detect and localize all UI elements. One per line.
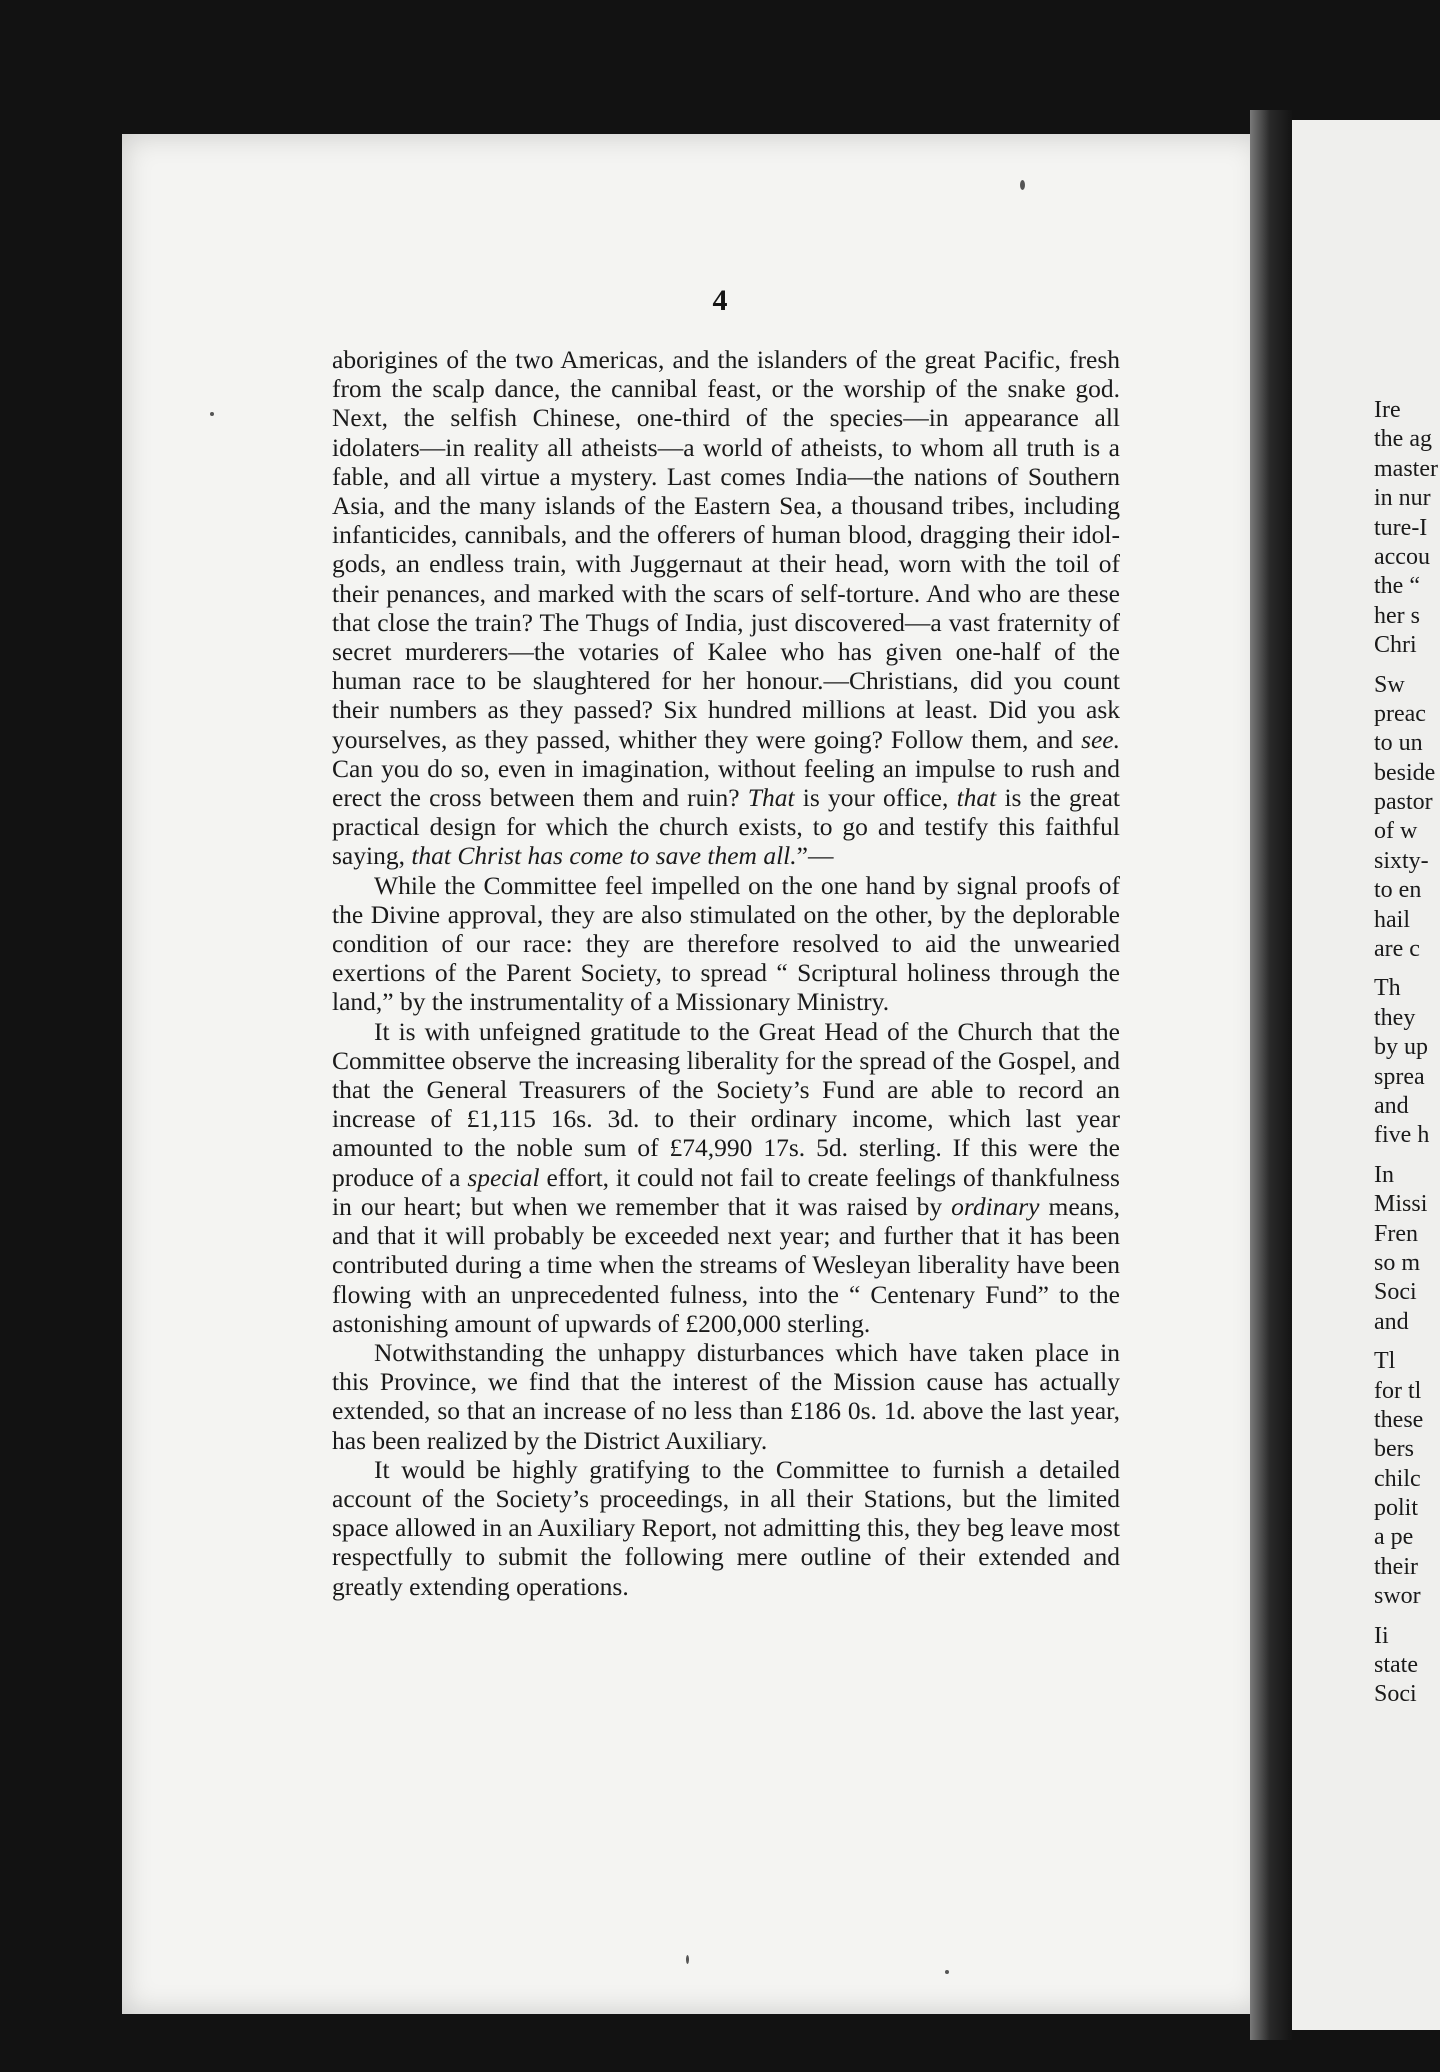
facing-line: their — [1374, 1553, 1418, 1580]
italic-text: see. — [1081, 724, 1120, 754]
facing-line: Soci — [1374, 1279, 1417, 1306]
facing-page-text — [1374, 396, 1440, 1710]
facing-line: and — [1374, 1308, 1409, 1335]
paragraph-p2 — [332, 871, 1120, 1017]
paragraph-p4 — [332, 1338, 1120, 1455]
body-text — [332, 345, 1120, 1601]
facing-line: state — [1374, 1652, 1418, 1679]
italic-text: That — [747, 783, 795, 813]
italic-text: special — [467, 1162, 540, 1192]
text-run: means, and that it will probably be exceeded next year; and further that it has been contributed during a time when the streams of Wesleyan liberality have been flowing with an unprecedented fulness, into the “ Centenary Fund” to the astonishing amount of upwards of £200,000 sterling. — [332, 1191, 1120, 1338]
italic-text: ordinary — [951, 1191, 1040, 1221]
paragraph-p5 — [332, 1455, 1120, 1601]
facing-line: Tl — [1374, 1348, 1396, 1375]
facing-line: are c — [1374, 936, 1420, 963]
facing-line: by up — [1374, 1034, 1428, 1061]
facing-line: Th — [1374, 975, 1401, 1002]
paragraph-gap — [1374, 1337, 1440, 1347]
text-run: Notwithstanding the unhappy disturbances which have taken place in this Province, we find that the interest of the Mission cause has actually extended, so that an increase of no less than £186 0s. 1d. above the last year, has been realized by the District Auxiliary. — [332, 1337, 1120, 1455]
facing-line: accou — [1374, 543, 1430, 570]
facing-line: the ag — [1374, 426, 1432, 453]
facing-line: polit — [1374, 1495, 1419, 1522]
scan-speck — [210, 412, 214, 416]
facing-line: chilc — [1374, 1465, 1421, 1492]
facing-line: Chri — [1374, 632, 1417, 659]
facing-line: for tl — [1374, 1377, 1422, 1404]
facing-line: swor — [1374, 1583, 1421, 1610]
facing-line: Missi — [1374, 1191, 1428, 1218]
paragraph-gap — [1374, 1612, 1440, 1622]
page-number: 4 — [712, 284, 728, 317]
facing-line: these — [1374, 1406, 1424, 1433]
paragraph-p1 — [332, 345, 1120, 871]
facing-line: Soci — [1374, 1681, 1417, 1708]
paragraph-gap — [1374, 1151, 1440, 1161]
facing-line: hail — [1374, 906, 1410, 933]
text-run: effort, it could not fail to create feelings of thankfulness in our heart; but when we remember that it was raised by — [332, 1162, 1120, 1221]
facing-line: sprea — [1374, 1063, 1425, 1090]
facing-line: to un — [1374, 730, 1423, 757]
text-run: While the Committee feel impelled on the one hand by signal proofs of the Divine approval, they are also stimulated on the other, by the deplorable condition of our race: they are therefore resolved to aid the unwearied exertions of the Parent Society, to spread “ Scriptural holiness through the land,” by the instrumentality of a Missionary Ministry. — [332, 870, 1120, 1017]
paragraph-gap — [1374, 661, 1440, 671]
facing-line: to en — [1374, 877, 1422, 904]
scan-speck — [945, 1970, 949, 1974]
facing-line: five h — [1374, 1122, 1430, 1149]
facing-line: master — [1374, 455, 1438, 482]
facing-line: In — [1374, 1161, 1394, 1188]
facing-line: of w — [1374, 818, 1418, 845]
facing-line: in nur — [1374, 485, 1431, 512]
facing-line: Ire — [1374, 397, 1401, 423]
text-run: Can you do so, even in imagination, without feeling an impulse to rush and erect the cross between them and ruin? — [332, 753, 1120, 813]
facing-line: the “ — [1374, 573, 1420, 600]
scan-speck — [1020, 180, 1025, 190]
facing-line: Ii — [1374, 1622, 1389, 1649]
facing-line: Sw — [1374, 671, 1405, 698]
facing-line: so m — [1374, 1249, 1421, 1276]
text-run: It is with unfeigned gratitude to the Great Head of the Church that the Committee observe the increasing liberality for the spread of the Gospel, and that the General Treasurers of the Society’s Fund are able to record an increase of £1,115 16s. 3d. to their ordinary income, which last year amounted to the noble sum of £74,990 17s. 5d. sterling. If this were the produce of a — [332, 1016, 1120, 1192]
text-run: It would be highly gratifying to the Committee to furnish a detailed account of the Society’s proceedings, in all their Stations, but the limited space allowed in an Auxiliary Report, not admitting this, they beg leave most respectfully to submit the following mere outline of their extended and greatly extending operations. — [332, 1454, 1120, 1601]
facing-line: sixty- — [1374, 847, 1429, 874]
facing-line: Fren — [1374, 1220, 1418, 1247]
facing-line: preac — [1374, 700, 1426, 727]
text-run: is the great practical design for which the church exists, to go and testify this faithful saying, — [332, 783, 1121, 871]
facing-line: pastor — [1374, 789, 1433, 816]
facing-line: bers — [1374, 1436, 1414, 1463]
facing-line: her s — [1374, 602, 1420, 629]
book-gutter — [1250, 110, 1294, 2040]
paragraph-p3 — [332, 1017, 1120, 1338]
facing-line: ture-I — [1374, 514, 1428, 541]
scan-speck — [686, 1955, 689, 1964]
facing-line: a pe — [1374, 1524, 1414, 1551]
text-run: aborigines of the two Americas, and the islanders of the great Pacific, fresh from the scalp dance, the cannibal feast, or the worship of the snake god. Next, the selfish Chinese, one-third of the species—in appearance all idolaters—in reality all atheists—a world of atheists, to whom all truth is a fable, and all virtue a mystery. Last comes India—the nations of Southern Asia, and the many islands of the Eastern Sea, a thousand tribes, including infanticides, cannibals, and the offerers of human blood, dragging their idol-gods, an endless train, with Juggernaut at their head, worn with the toil of their penances, and marked with the scars of self-torture. And who are these that close the train? The Thugs of India, just discovered—a vast fraternity of secret murderers—the votaries of Kalee who has given one-half of the human race to be slaughtered for her honour.—Christians, did you count their numbers as they passed? Six hundred millions at least. Did you ask yourselves, as they passed, whither they were going? Follow them, and — [332, 345, 1120, 754]
paragraph-gap — [1374, 964, 1440, 974]
facing-line: they — [1374, 1004, 1416, 1031]
italic-text: that — [956, 783, 997, 813]
text-run: is your office, — [794, 783, 957, 813]
text-run: ”— — [796, 841, 834, 871]
italic-text: that Christ has come to save them all. — [411, 841, 797, 871]
facing-line: and — [1374, 1092, 1409, 1119]
facing-line: beside — [1374, 759, 1436, 786]
